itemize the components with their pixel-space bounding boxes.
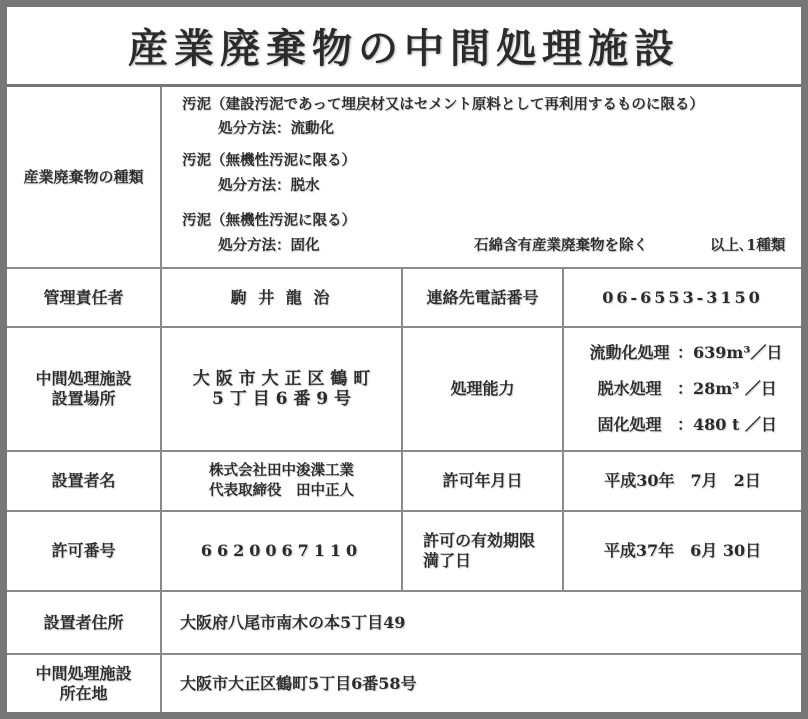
waste-item-3-method: 処分方法：固化 — [218, 237, 320, 254]
installer-representative: 代表取締役 田中正人 — [209, 482, 354, 499]
permit-expiry-date: 平成37年 6月 30日 — [603, 541, 762, 560]
waste-type-count: 以上､1種類 — [710, 237, 786, 254]
capacity-process: 脱水処理 — [597, 379, 662, 398]
permit-number: 6620067110 — [200, 541, 363, 560]
installer-name — [162, 452, 401, 510]
asbestos-exclusion-note: 石綿含有産業廃棄物を除く — [474, 237, 648, 254]
waste-item-3-name: 汚泥（無機性汚泥に限る） — [182, 212, 356, 229]
capacity-row — [582, 407, 777, 443]
permit-expiry-label — [403, 512, 562, 590]
facility-location-value — [162, 328, 401, 450]
facility-address-label-line-2: 所在地 — [59, 683, 108, 703]
capacity-value: ：639m³／日 — [677, 343, 783, 362]
capacity-process: 流動化処理 — [589, 343, 670, 362]
capacity-label: 処理能力 — [450, 379, 515, 398]
capacity-list — [564, 328, 801, 450]
facility-location-label — [7, 328, 160, 450]
waste-types-label: 産業廃棄物の種類 — [23, 168, 144, 186]
manager-label: 管理責任者 — [43, 287, 124, 307]
capacity-row — [582, 371, 777, 407]
installer-label: 設置者名 — [51, 471, 116, 490]
capacity-row — [582, 335, 782, 371]
permit-number-label: 許可番号 — [51, 541, 116, 560]
permit-date: 平成30年 7月 2日 — [604, 471, 761, 490]
installer-address: 大阪府八尾市南木の本5丁目49 — [180, 612, 406, 632]
facility-address-label-line-1: 中間処理施設 — [35, 663, 132, 683]
waste-types-list — [182, 94, 792, 264]
waste-item-1-name: 汚泥（建設汚泥であって埋戻材又はセメント原料として再利用するものに限る） — [182, 96, 704, 113]
phone-number: 06-6553-3150 — [602, 287, 763, 307]
waste-item-2-method: 処分方法：脱水 — [218, 177, 320, 194]
installer-address-label: 設置者住所 — [43, 612, 124, 632]
sign-title: 産業廃棄物の中間処理施設 — [7, 7, 801, 87]
permit-expiry-label-line-2: 満了日 — [423, 551, 472, 570]
capacity-value: ：28m³ ／日 — [677, 379, 777, 398]
facility-location-label-line-2: 設置場所 — [51, 389, 116, 408]
capacity-process: 固化処理 — [597, 415, 662, 434]
installer-company: 株式会社田中浚渫工業 — [209, 462, 354, 479]
facility-address: 大阪市大正区鶴町5丁目6番58号 — [180, 673, 417, 693]
facility-address-label — [7, 655, 160, 712]
permit-date-label: 許可年月日 — [442, 471, 523, 490]
permit-expiry-label-line-1: 許可の有効期限 — [423, 531, 536, 550]
facility-location-line-1: 大 阪 市 大 正 区 鶴 町 — [192, 369, 371, 389]
facility-location-line-2: 5 丁 目 6 番 9 号 — [212, 389, 351, 409]
facility-location-label-line-1: 中間処理施設 — [35, 369, 132, 388]
waste-item-1-method: 処分方法：流動化 — [218, 120, 334, 137]
capacity-value: ：480 t ／日 — [677, 415, 777, 434]
waste-item-2-name: 汚泥（無機性汚泥に限る） — [182, 152, 356, 169]
manager-name: 駒 井 龍 治 — [230, 287, 333, 307]
phone-label: 連絡先電話番号 — [426, 287, 539, 307]
